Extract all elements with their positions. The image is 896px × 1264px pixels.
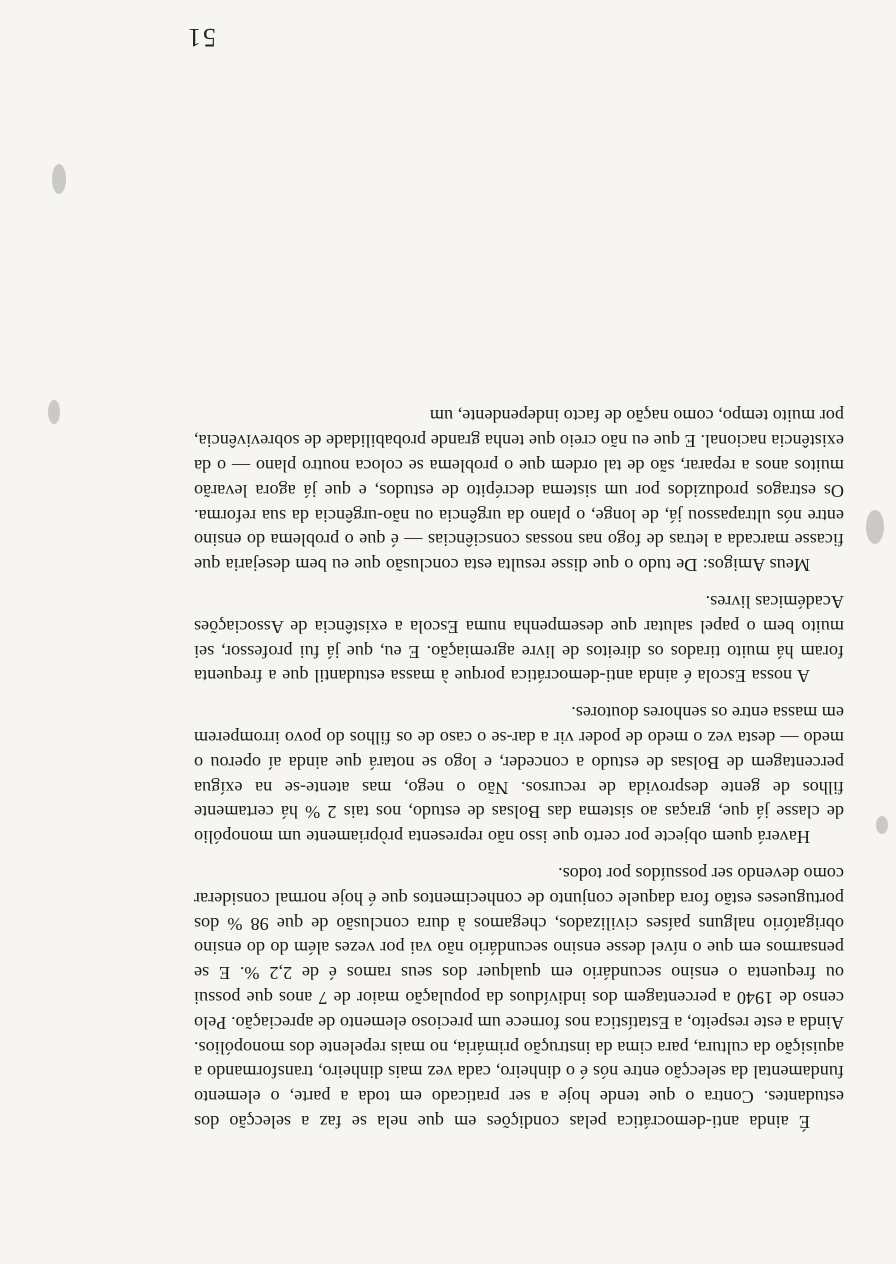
scan-speck xyxy=(48,400,60,424)
page-number: 51 xyxy=(186,23,216,52)
paragraph-escola: A nossa Escola é ainda anti-democrática porque à massa estudantil que a frequenta foram há muito tirados os direitos de livre agremiação. E eu, que já fui professor, sei muito bem o papel salutar que desempenha numa Escola a existência de Associações Académicas livres. xyxy=(194,592,844,687)
scan-speck xyxy=(876,816,888,834)
scan-speck xyxy=(866,510,884,544)
paragraph-bolsas: Haverá quem objecte por certo que isso não representa pròpriamente um monopólio de classe já que, graças ao sistema das Bolsas de estudo, nos tais 2 % há certamente filhos de gente desprovida de recursos. Não o nego, mas atente-se na exígua percentagem de Bolsas de estudo a conceder, e logo se notará que ainda aí operou o medo — desta vez o medo de poder vir a dar-se o caso de os filhos do povo irromperem em massa entre os senhores doutores. xyxy=(194,703,844,848)
body-text xyxy=(194,404,844,1134)
paragraph-selection: É ainda anti-democrática pelas condições em que nela se faz a selecção dos estudantes. Contra o que tende hoje a ser praticado em toda a parte, o elemento fundamental da selecção entre nós é o dinheiro, cada vez mais dinheiro, transformando a aquisição da cultura, para cima da instrução primária, no mais repelente dos monopólios. Ainda a este respeito, a Estatística nos fornece um precioso elemento de apreciação. Pelo censo de 1940 a percentagem dos indivíduos da população maior de 7 anos que possui ou frequenta o ensino secundário em qualquer dos seus ramos é de 2,2 %. E se pensarmos em que o nível desse ensino secundário não vai por vezes além do do ensino obrigatório nalguns países civilizados, chegamos à dura conclusão de que 98 % dos portugueses estão fora daquele conjunto de conhecimentos que é hoje normal considerar como devendo ser possuídos por todos. xyxy=(194,864,844,1132)
paragraph-conclusao: Meus Amigos: De tudo o que disse resulta esta conclusão que eu bem desejaria que ficasse marcada a letras de fogo nas nossas consciências — é que o problema do ensino entre nós ultrapassou já, de longe, o plano da urgência ou não-urgência da sua reforma. Os estragos produzidos por um sistema decrépito de estudos, e que já agora levarão muitos anos a reparar, são de tal ordem que o problema se coloca noutro plano — o da existência nacional. E que eu não creio que tenha grande probabilidade de sobrevivência, por muito tempo, como nação de facto independente, um xyxy=(194,406,844,576)
scan-speck xyxy=(52,164,66,194)
